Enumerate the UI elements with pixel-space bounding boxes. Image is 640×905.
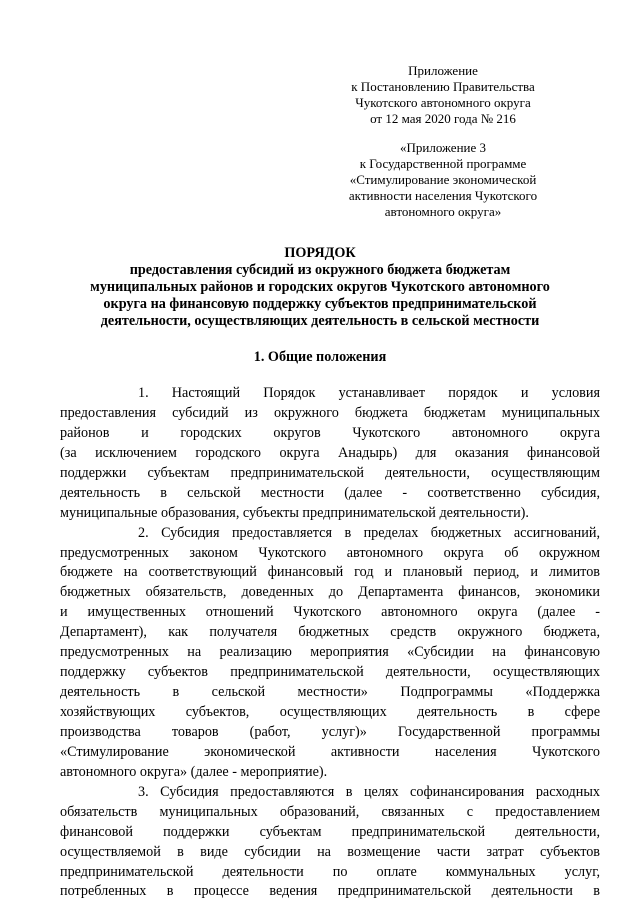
paragraph-line: потребленных в процессе ведения предпринимательской деятельности в [60, 883, 600, 900]
paragraph-1 [60, 384, 600, 524]
paragraph-line: (за исключением городского округа Анадырь) для оказания финансовой [60, 444, 600, 461]
paragraph-line: 2. Субсидия предоставляется в пределах бюджетных ассигнований, [138, 524, 600, 541]
paragraph-line: производства товаров (работ, услуг)» Государственной программы [60, 723, 600, 740]
section-title: 1. Общие положения [253, 349, 387, 365]
paragraph-line: 3. Субсидия предоставляются в целях софинансирования расходных [138, 783, 600, 800]
appendix-line: к Государственной программе [359, 156, 527, 171]
paragraph-line: и имущественных отношений Чукотского автономного округа (далее - [60, 604, 600, 621]
paragraph-line: финансовой поддержки субъектам предпринимательской деятельности, [60, 823, 600, 840]
title-line: деятельности, осуществляющих деятельность в сельской местности [100, 313, 540, 329]
program-appendix-header [320, 140, 566, 220]
title-line: муниципальных районов и городских округов Чукотского автономного [90, 279, 550, 295]
paragraph-line: 1. Настоящий Порядок устанавливает порядок и условия [138, 385, 600, 401]
paragraph-line: поддержку субъектов предпринимательской деятельности, осуществляющих [60, 664, 600, 681]
paragraph-line: муниципальные образования, субъекты предпринимательской деятельности). [60, 504, 529, 521]
paragraph-line: деятельность в сельской местности (далее - соответственно субсидия, [60, 484, 600, 501]
appendix-line: автономного округа» [384, 204, 502, 219]
paragraph-3 [60, 783, 600, 903]
appendix-line: «Приложение 3 [399, 140, 487, 155]
appendix-line: к Постановлению Правительства [351, 79, 535, 94]
document-body [60, 384, 600, 902]
paragraph-line: бюджете на соответствующий финансовый год и плановый период, и лимитов [60, 564, 600, 581]
appendix-line: активности населения Чукотского [348, 188, 538, 203]
paragraph-line: автономного округа» (далее - мероприятие). [60, 763, 328, 780]
paragraph-line: хозяйствующих субъектов, осуществляющих деятельность в сфере [60, 704, 600, 720]
paragraph-line: предусмотренных законом Чукотского автономного округа об окружном [60, 544, 600, 561]
paragraph-line: поддержки субъектам предпринимательской деятельности, осуществляющим [60, 464, 600, 481]
paragraph-line: деятельность в сельской местности» Подпрограммы «Поддержка [60, 684, 600, 701]
appendix-line: Приложение [408, 63, 478, 78]
paragraph-line: бюджетных обязательств, доведенных до Департамента финансов, экономики [60, 584, 600, 601]
paragraph-line: предпринимательской деятельности по оплате коммунальных услуг, [60, 863, 600, 880]
paragraph-line: предоставления субсидий из окружного бюджета бюджетам муниципальных [60, 404, 600, 421]
paragraph-line: «Стимулирование экономической активности населения Чукотского [60, 743, 600, 760]
paragraph-line: обязательств муниципальных образований, связанных с предоставлением [60, 803, 600, 820]
appendix-line: Чукотского автономного округа [355, 95, 531, 110]
title-line: округа на финансовую поддержку субъектов предпринимательской [103, 296, 537, 312]
appendix-line: «Стимулирование экономической [349, 172, 537, 187]
paragraph-line: предусмотренных на реализацию мероприятия «Субсидии на финансовую [60, 644, 600, 661]
appendix-line: от 12 мая 2020 года № 216 [370, 111, 516, 126]
title-heading: ПОРЯДОК [284, 245, 356, 261]
paragraph-line: осуществляемой в виде субсидии на возмещение части затрат субъектов [60, 843, 600, 860]
paragraph-line: районов и городских округов Чукотского автономного округа [60, 424, 600, 441]
paragraph-2 [60, 524, 600, 783]
appendix-header [320, 63, 566, 127]
document-title [60, 245, 580, 330]
title-line: предоставления субсидий из окружного бюджета бюджетам [129, 262, 511, 278]
paragraph-line: Департамент), как получателя бюджетных средств окружного бюджета, [60, 624, 600, 641]
